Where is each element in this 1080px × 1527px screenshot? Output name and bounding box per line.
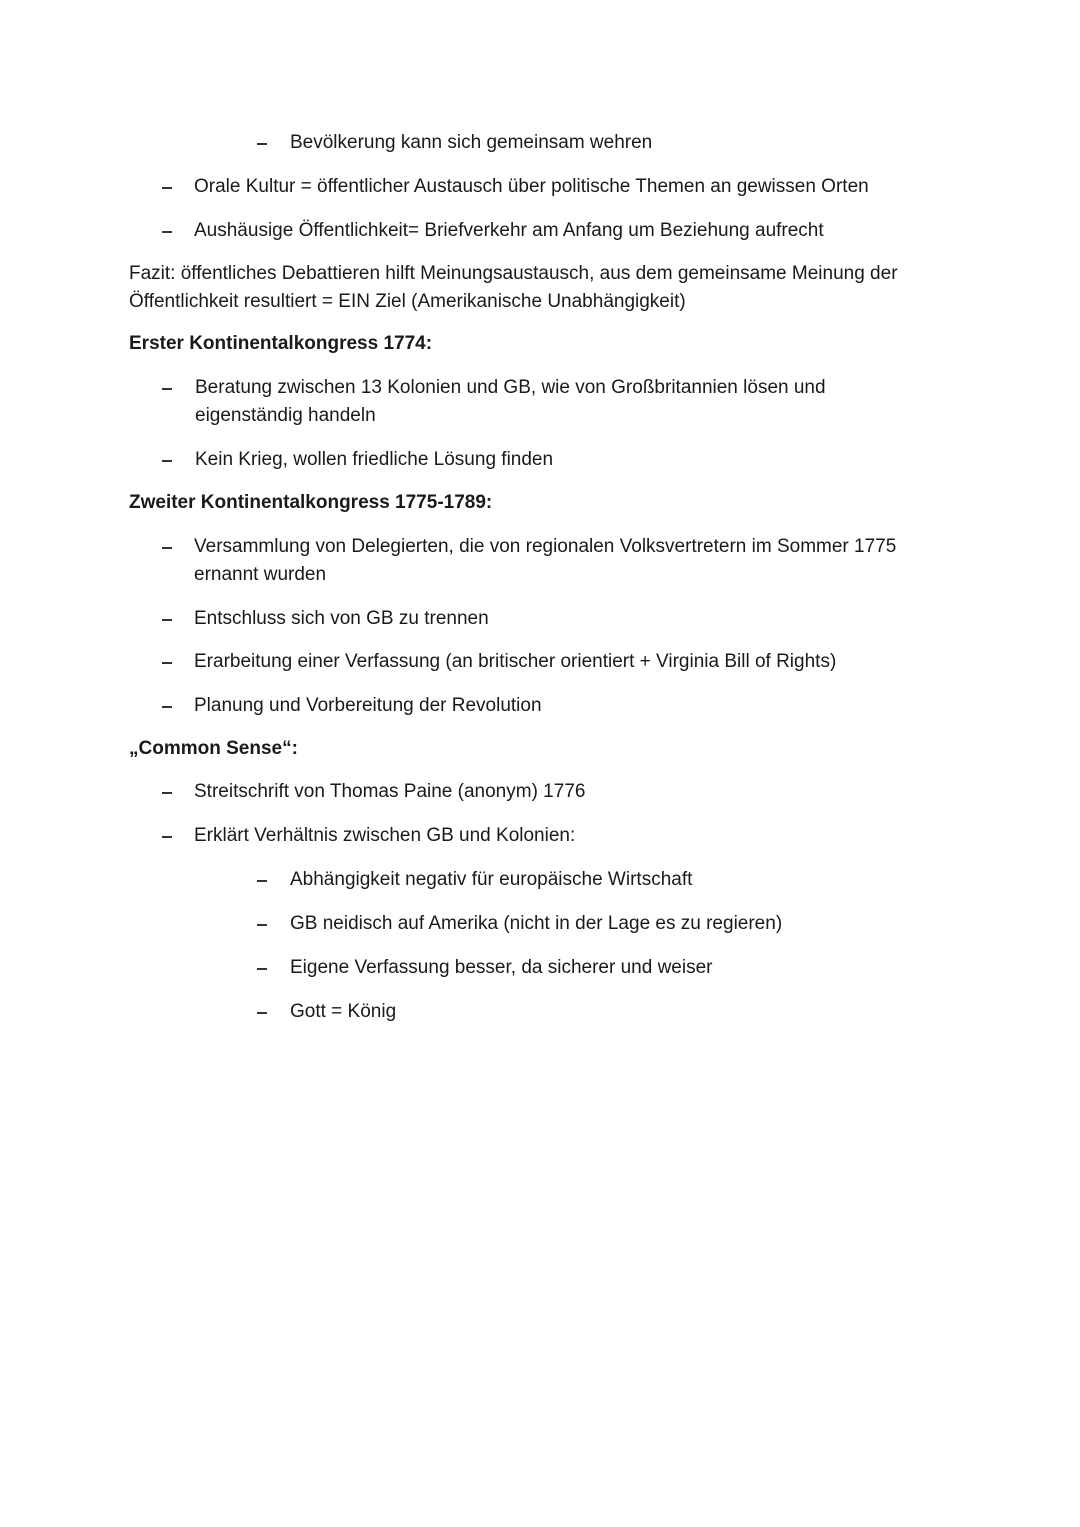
- list-item-continuation: eigenständig handeln: [195, 405, 376, 426]
- dash-bullet: [162, 836, 172, 838]
- dash-bullet: [162, 792, 172, 794]
- list-item: Orale Kultur = öffentlicher Austausch über politische Themen an gewissen Orten: [194, 176, 869, 197]
- list-item: Entschluss sich von GB zu trennen: [194, 608, 489, 629]
- nested-list-item: Gott = König: [290, 1001, 397, 1022]
- nested-list-item: GB neidisch auf Amerika (nicht in der Lage es zu regieren): [290, 913, 783, 934]
- dash-bullet: [257, 1012, 267, 1014]
- list-item: Erklärt Verhältnis zwischen GB und Kolonien:: [194, 825, 576, 846]
- nested-list-item: Eigene Verfassung besser, da sicherer und weiser: [290, 957, 713, 978]
- section-heading: Erster Kontinentalkongress 1774:: [129, 333, 433, 354]
- nested-list-item: Abhängigkeit negativ für europäische Wirtschaft: [290, 869, 693, 890]
- dash-bullet: [162, 231, 172, 233]
- dash-bullet: [162, 706, 172, 708]
- section-heading: Zweiter Kontinentalkongress 1775-1789:: [129, 492, 493, 513]
- list-item: Erarbeitung einer Verfassung (an britischer orientiert + Virginia Bill of Rights): [194, 651, 837, 672]
- dash-bullet: [257, 968, 267, 970]
- dash-bullet: [162, 619, 172, 621]
- section-heading: „Common Sense“:: [129, 738, 298, 759]
- list-item: Planung und Vorbereitung der Revolution: [194, 695, 542, 716]
- list-item: Kein Krieg, wollen friedliche Lösung finden: [195, 449, 554, 470]
- fazit-line: Öffentlichkeit resultiert = EIN Ziel (Amerikanische Unabhängigkeit): [129, 291, 686, 312]
- dash-bullet: [162, 388, 172, 390]
- dash-bullet: [162, 662, 172, 664]
- list-item-continuation: ernannt wurden: [194, 564, 327, 585]
- list-item: Beratung zwischen 13 Kolonien und GB, wie von Großbritannien lösen und: [195, 377, 826, 398]
- dash-bullet: [162, 460, 172, 462]
- list-item: Versammlung von Delegierten, die von regionalen Volksvertretern im Sommer 1775: [194, 536, 897, 557]
- dash-bullet: [162, 187, 172, 189]
- dash-bullet: [162, 547, 172, 549]
- nested-list-item: Bevölkerung kann sich gemeinsam wehren: [290, 132, 653, 153]
- list-item: Aushäusige Öffentlichkeit= Briefverkehr am Anfang um Beziehung aufrecht: [194, 220, 824, 241]
- list-item: Streitschrift von Thomas Paine (anonym) 1776: [194, 781, 586, 802]
- dash-bullet: [257, 143, 267, 145]
- dash-bullet: [257, 924, 267, 926]
- dash-bullet: [257, 880, 267, 882]
- fazit-line: Fazit: öffentliches Debattieren hilft Meinungsaustausch, aus dem gemeinsame Meinung der: [129, 263, 898, 284]
